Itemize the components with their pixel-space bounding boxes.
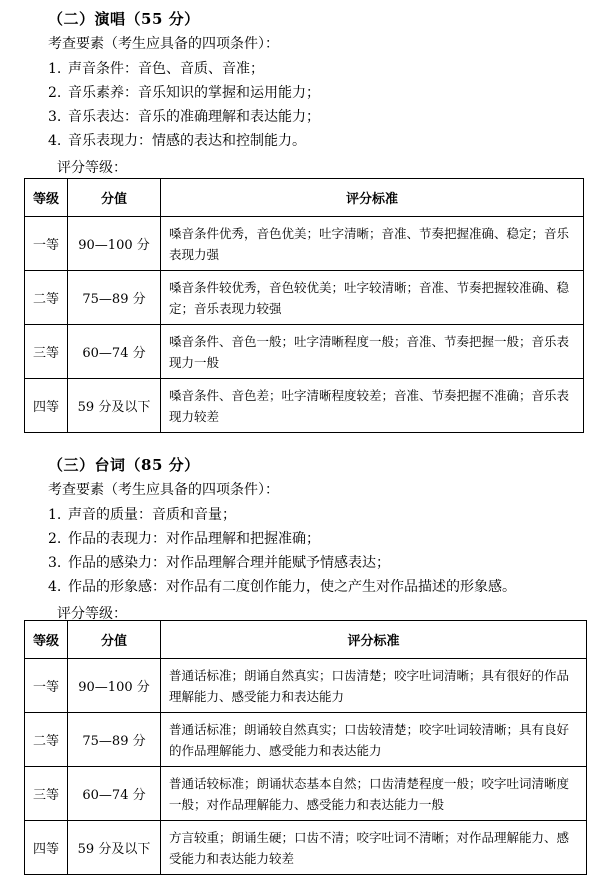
score-cell: 59 分及以下 <box>68 821 161 875</box>
header-level: 等级 <box>25 179 68 217</box>
header-score: 分值 <box>68 179 161 217</box>
list-number: 3. <box>48 109 62 125</box>
list-text: 作品的形象感：对作品有二度创作能力，使之产生对作品描述的形象感。 <box>68 579 516 595</box>
table-row <box>25 217 584 271</box>
score-cell: 60—74 分 <box>68 325 161 379</box>
list-text: 音乐素养：音乐知识的掌握和运用能力； <box>68 85 320 101</box>
list-text: 声音条件：音色、音质、音准； <box>68 61 264 77</box>
requirements-intro: 考查要素（考生应具备的四项条件）： <box>48 482 279 498</box>
list-item <box>48 503 516 527</box>
header-level: 等级 <box>25 621 68 659</box>
header-criteria: 评分标准 <box>161 621 587 659</box>
list-item <box>48 81 320 105</box>
table-row <box>25 659 587 713</box>
list-number: 1. <box>48 507 62 523</box>
list-text: 声音的质量：音质和音量； <box>68 507 236 523</box>
table-header-row <box>25 179 584 217</box>
grading-table <box>24 178 584 433</box>
list-number: 4. <box>48 133 62 149</box>
criteria-cell: 嗓音条件、音色一般；吐字清晰程度一般；音准、节奏把握一般；音乐表现力一般 <box>161 325 584 379</box>
score-cell: 90—100 分 <box>68 217 161 271</box>
requirements-list <box>48 57 320 153</box>
list-item <box>48 551 516 575</box>
list-number: 3. <box>48 555 62 571</box>
level-cell: 一等 <box>25 217 68 271</box>
list-item <box>48 527 516 551</box>
table-row <box>25 821 587 875</box>
list-item <box>48 129 320 153</box>
table-row <box>25 713 587 767</box>
list-text: 作品的感染力：对作品理解合理并能赋予情感表达； <box>68 555 390 571</box>
criteria-cell: 嗓音条件较优秀，音色较优美；吐字较清晰；音准、节奏把握较准确、稳定；音乐表现力较强 <box>161 271 584 325</box>
grading-table <box>24 620 587 875</box>
score-cell: 75—89 分 <box>68 713 161 767</box>
header-criteria: 评分标准 <box>161 179 584 217</box>
grade-label: 评分等级： <box>57 160 127 176</box>
score-cell: 75—89 分 <box>68 271 161 325</box>
list-number: 2. <box>48 531 62 547</box>
level-cell: 二等 <box>25 271 68 325</box>
level-cell: 二等 <box>25 713 68 767</box>
list-item <box>48 575 516 599</box>
grade-label: 评分等级： <box>57 606 127 622</box>
list-item <box>48 105 320 129</box>
table-header-row <box>25 621 587 659</box>
criteria-cell: 嗓音条件优秀，音色优美；吐字清晰；音准、节奏把握准确、稳定；音乐表现力强 <box>161 217 584 271</box>
table-row <box>25 379 584 433</box>
requirements-intro: 考查要素（考生应具备的四项条件）： <box>48 36 279 52</box>
level-cell: 三等 <box>25 325 68 379</box>
table-row <box>25 767 587 821</box>
section-heading: （三）台词（85 分） <box>48 456 200 474</box>
level-cell: 四等 <box>25 379 68 433</box>
header-score: 分值 <box>68 621 161 659</box>
criteria-cell: 嗓音条件、音色差；吐字清晰程度较差；音准、节奏把握不准确；音乐表现力较差 <box>161 379 584 433</box>
list-text: 音乐表达：音乐的准确理解和表达能力； <box>68 109 320 125</box>
criteria-cell: 普通话较标准；朗诵状态基本自然；口齿清楚程度一般；咬字吐词清晰度一般；对作品理解能力、感受能力和表达能力一般 <box>161 767 587 821</box>
level-cell: 一等 <box>25 659 68 713</box>
criteria-cell: 普通话标准；朗诵自然真实；口齿清楚；咬字吐词清晰；具有很好的作品理解能力、感受能力和表达能力 <box>161 659 587 713</box>
table-row <box>25 271 584 325</box>
list-text: 音乐表现力：情感的表达和控制能力。 <box>68 133 306 149</box>
list-item <box>48 57 320 81</box>
score-cell: 59 分及以下 <box>68 379 161 433</box>
criteria-cell: 普通话标准；朗诵较自然真实；口齿较清楚；咬字吐词较清晰；具有良好的作品理解能力、感受能力和表达能力 <box>161 713 587 767</box>
criteria-cell: 方言较重；朗诵生硬；口齿不清；咬字吐词不清晰；对作品理解能力、感受能力和表达能力较差 <box>161 821 587 875</box>
section-heading: （二）演唱（55 分） <box>48 10 200 28</box>
requirements-list <box>48 503 516 599</box>
level-cell: 四等 <box>25 821 68 875</box>
score-cell: 90—100 分 <box>68 659 161 713</box>
level-cell: 三等 <box>25 767 68 821</box>
list-number: 4. <box>48 579 62 595</box>
score-cell: 60—74 分 <box>68 767 161 821</box>
table-row <box>25 325 584 379</box>
list-text: 作品的表现力：对作品理解和把握准确； <box>68 531 320 547</box>
list-number: 2. <box>48 85 62 101</box>
list-number: 1. <box>48 61 62 77</box>
